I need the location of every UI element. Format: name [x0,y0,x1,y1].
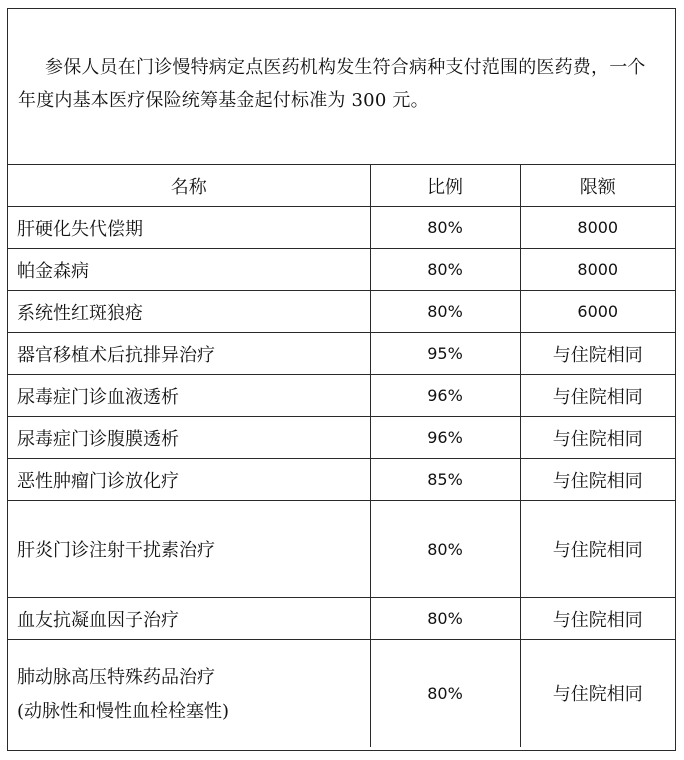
row-limit: 6000 [520,291,675,333]
table-row [8,417,675,459]
table-row [8,249,675,291]
row-limit: 8000 [520,207,675,249]
table-row [8,640,675,747]
row-name: 肺动脉高压特殊药品治疗 [17,667,215,689]
document-frame [7,8,676,751]
header-ratio: 比例 [370,165,520,207]
table-header-row [8,165,675,207]
table-row [8,598,675,640]
row-ratio: 96% [370,417,520,459]
row-name-note: (动脉性和慢性血栓栓塞性) [17,701,230,723]
table-row [8,501,675,598]
coverage-table [8,165,675,747]
row-limit: 与住院相同 [520,459,675,501]
row-name: 血友抗凝血因子治疗 [8,598,370,640]
row-ratio: 80% [370,598,520,640]
row-name: 尿毒症门诊血液透析 [8,375,370,417]
row-ratio: 96% [370,375,520,417]
row-limit: 8000 [520,249,675,291]
row-ratio: 80% [370,291,520,333]
row-ratio: 80% [370,501,520,598]
table-row [8,375,675,417]
row-limit: 与住院相同 [520,375,675,417]
row-ratio: 95% [370,333,520,375]
header-name: 名称 [8,165,370,207]
header-limit: 限额 [520,165,675,207]
table-row [8,459,675,501]
row-ratio: 80% [370,249,520,291]
row-limit: 与住院相同 [552,684,643,706]
row-ratio: 80% [370,207,520,249]
row-ratio: 85% [370,459,520,501]
row-name: 肝硬化失代偿期 [8,207,370,249]
row-name: 肝炎门诊注射干扰素治疗 [8,501,370,598]
row-ratio: 80% [370,640,520,747]
intro-paragraph: 参保人员在门诊慢特病定点医药机构发生符合病种支付范围的医药费，一个年度内基本医疗保险统筹基金起付标准为 300 元。 [8,9,675,165]
row-name-cell [8,640,370,747]
row-name: 器官移植术后抗排异治疗 [8,333,370,375]
row-name: 系统性红斑狼疮 [8,291,370,333]
row-name: 恶性肿瘤门诊放化疗 [8,459,370,501]
row-limit: 与住院相同 [520,417,675,459]
row-name: 尿毒症门诊腹膜透析 [8,417,370,459]
row-limit: 与住院相同 [520,333,675,375]
row-limit: 与住院相同 [520,501,675,598]
table-row [8,207,675,249]
row-limit: 与住院相同 [520,598,675,640]
table-row [8,291,675,333]
table-row [8,333,675,375]
row-name: 帕金森病 [8,249,370,291]
